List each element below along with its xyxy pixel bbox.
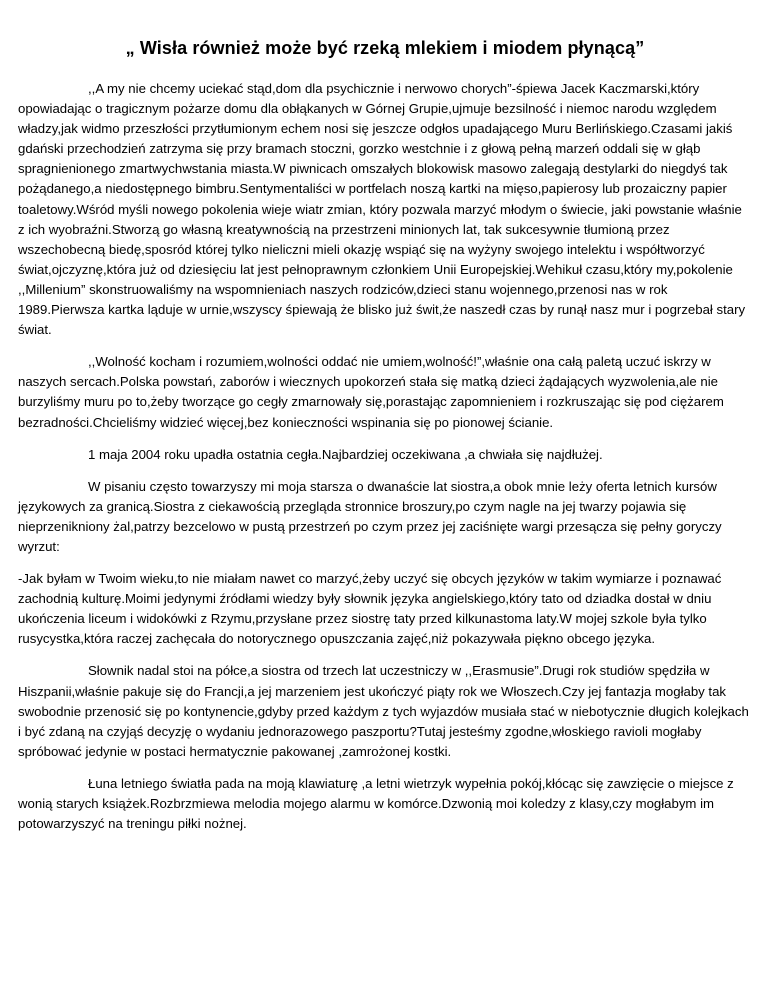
document-page	[18, 38, 752, 846]
paragraph-dialogue: -Jak byłam w Twoim wieku,to nie miałam nawet co marzyć,żeby uczyć się obcych języków w takim wymiarze i poznawać zachodnią kulturę.Moimi jedynymi źródłami wiedzy były słownik języka angielskiego,który tato od dziadka dostał w dniu ukończenia liceum i widokówki z Rzymu,przysłane przez siostrę taty przed kilkunastoma laty.W mojej szkole była tylko rusycystka,która raczej zachęcała do notorycznego opuszczania zajęć,niż pokazywała piękno obcego języka.	[18, 571, 722, 647]
paragraph-wolnosc: ,,Wolność kocham i rozumiem,wolności oddać nie umiem,wolność!”,właśnie ona całą paletą uczuć iskrzy w naszych sercach.Polska powstań, zaborów i wiecznych upokorzeń stała się matką dzieci żądających wyzwolenia,ale nie burzyliśmy muru po to,żeby tworzące go cegły zmarnowały się,porastając zapomnieniem i rozkruszając się pod ciężarem bezradności.Chcieliśmy widzieć więcej,bez konieczności wspinania się po pionowej ścianie.	[18, 354, 724, 430]
paragraph-kaczmarski: ,,A my nie chcemy uciekać stąd,dom dla psychicznie i nerwowo chorych”-śpiewa Jacek Kaczmarski,który opowiadając o tragicznym pożarze domu dla obłąkanych w Górnej Grupie,ujmuje bezsilność i niemoc narodu względem władzy,jak widmo przeszłości przytłumionym echem nosi się jeszcze odgłos upadającego Muru Berlińskiego.Czasami jakiś gdański przechodzień zatrzyma się przy bramach stoczni, gorzko westchnie i z głową pełną marzeń oddali się w głąb spragnienionego zmartwychwstania miasta.W piwnicach omszałych blokowisk masowo zalegają destylarki do niegdyś tak pożądanego,a niedostępnego bimbru.Sentymentaliści w portfelach noszą kartki na mięso,papierosy lub prozaiczny papier toaletowy.Wśród myśli nowego pokolenia wieje wiatr zmian, który pozwala marzyć młodym o świecie, jaki powstanie właśnie z ich wyobraźni.Stworzą go własną kreatywnością na przestrzeni minionych lat, tak sukcesywnie tłumioną przez wszechobecną biedę,sposród której tylko nieliczni mieli okazję wspiąć się na wyżyny swojego intelektu i współtworzyć świat,ojczyznę,która już od dziesięciu lat jest pełnoprawnym członkiem Unii Europejskiej.Wehikuł czasu,który my,pokolenie ,,Millenium” skonstruowaliśmy na wspomnieniach naszych rodziców,dzieci stanu wojennego,przenosi nas w rok 1989.Pierwsza kartka ląduje w urnie,wszyscy śpiewają że blisko już świt,że naszedł czas by runął nasz mur i pogrzebał stary świat.	[18, 81, 746, 338]
paragraph-luna-swiatla: Łuna letniego światła pada na moją klawiaturę ,a letni wietrzyk wypełnia pokój,kłócąc się zawzięcie o miejsce z wonią starych książek.Rozbrzmiewa melodia mojego alarmu w komórce.Dzwonią moi koledzy z klasy,czy mogłabym im potowarzyszyć na treningu piłki nożnej.	[18, 775, 734, 832]
document-title: „ Wisła również może być rzeką mlekiem i miodem płynącą”	[125, 38, 645, 58]
paragraph-siostra: W pisaniu często towarzyszy mi moja starsza o dwanaście lat siostra,a obok mnie leży oferta letnich kursów językowych za granicą.Siostra z ciekawością przegląda stronnice broszury,po czym nagle na jej twarzy pojawia się nieprzenikniony żal,patrzy bezcelowo w pustą przestrzeń po czym przez jej zaciśnięte wargi przesącza się pełny goryczy wyrzut:	[18, 478, 722, 554]
paragraph-slownik-erasmus: Słownik nadal stoi na półce,a siostra od trzech lat uczestniczy w ,,Erasmusie”.Drugi rok studiów spędziła w Hiszpanii,właśnie pakuje się do Francji,a jej marzeniem jest ukończyć piąty rok we Włoszech.Czy jej fantazja mogłaby tak swobodnie przenosić się po kontynencie,gdyby przed każdym z tych wyjazdów musiała stać w niebotycznie długich kolejkach i być zdaną na czyjąś decyzję o wydaniu jednorazowego paszportu?Tutaj jesteśmy zgodne,włoskiego ravioli mogłaby spróbować jedynie w postaci hermatycznie pakowanej ,zamrożonej kostki.	[18, 663, 749, 759]
paragraph-1-maja-2004: 1 maja 2004 roku upadła ostatnia cegła.Najbardziej oczekiwana ,a chwiała się najdłużej.	[88, 446, 603, 462]
